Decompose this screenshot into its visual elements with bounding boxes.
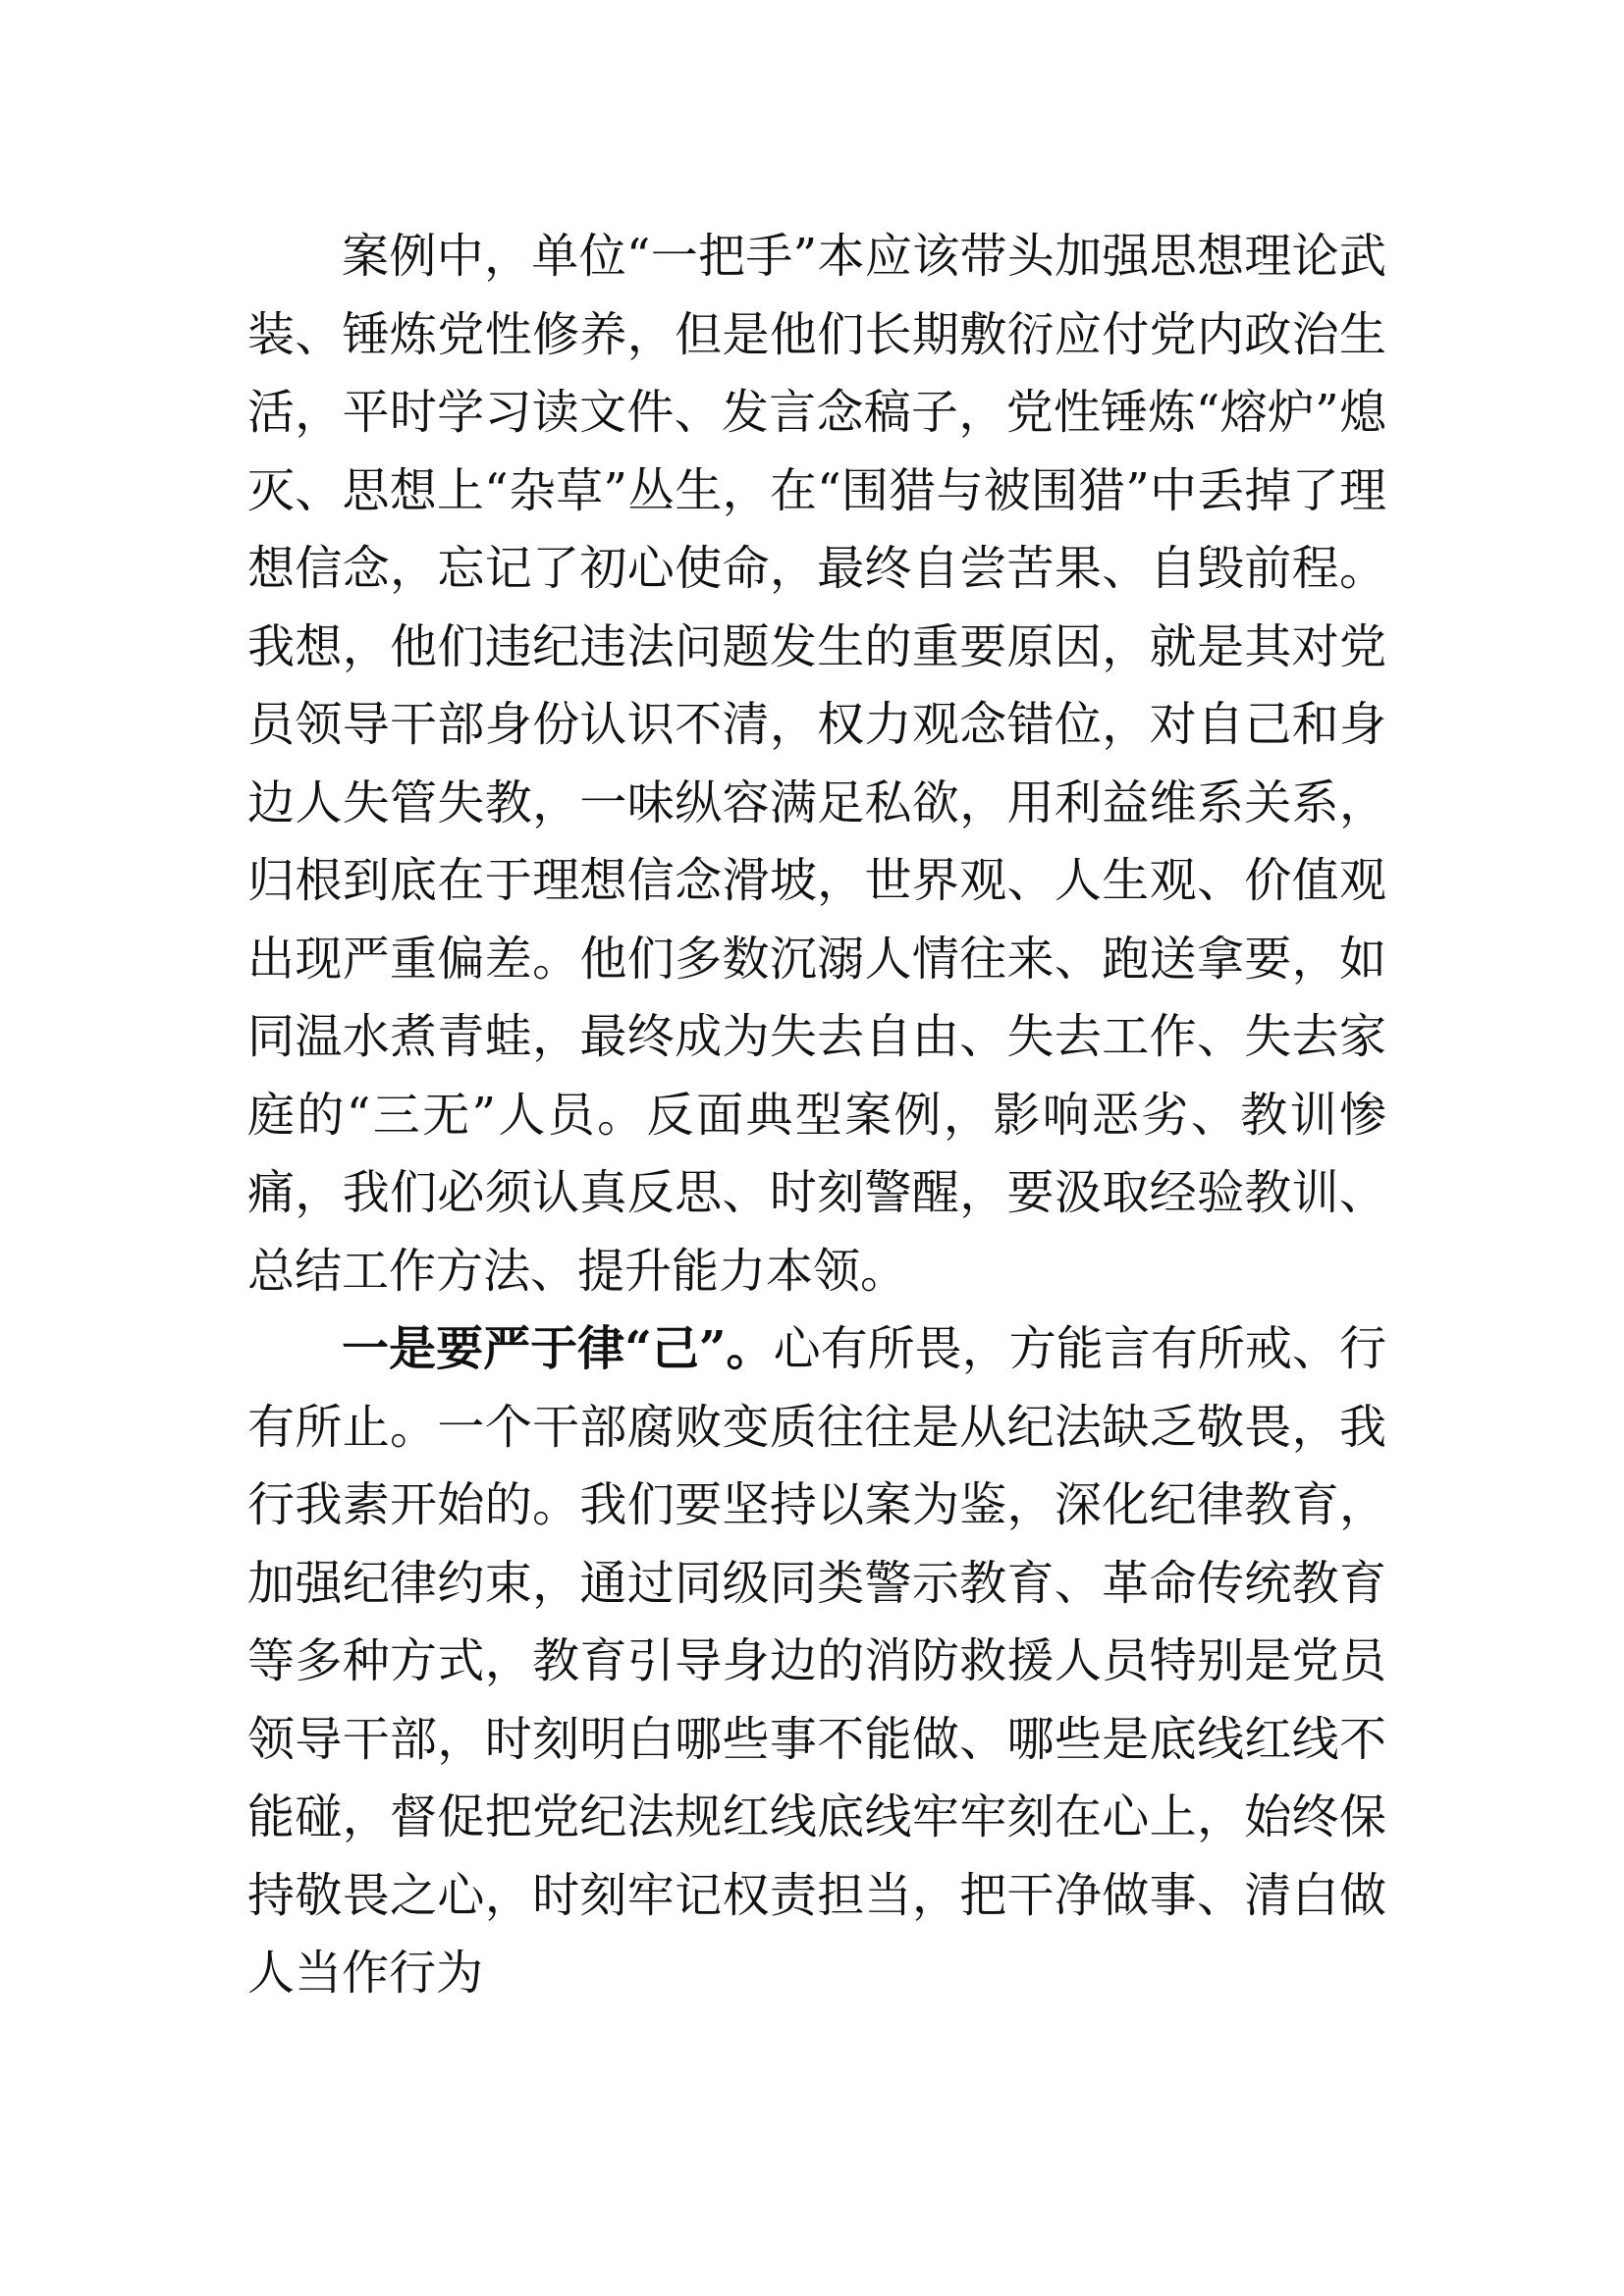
- document-body: [247, 218, 1386, 2013]
- paragraph-self-discipline: [247, 1310, 1386, 2013]
- paragraph-case-analysis: [247, 218, 1386, 1310]
- paragraph-text: 案例中，单位“一把手”本应该带头加强思想理论武装、锤炼党性修养，但是他们长期敷衍应付党内政治生活，平时学习读文件、发言念稿子，党性锤炼“熔炉”熄灭、思想上“杂草”丛生，在“围猎与被围猎”中丢掉了理想信念，忘记了初心使命，最终自尝苦果、自毁前程。我想，他们违纪违法问题发生的重要原因，就是其对党员领导干部身份认识不清，权力观念错位，对自己和身边人失管失教，一味纵容满足私欲，用利益维系关系，归根到底在于理想信念滑坡，世界观、人生观、价值观出现严重偏差。他们多数沉溺人情往来、跑送拿要，如同温水煮青蛙，最终成为失去自由、失去工作、失去家庭的“三无”人员。反面典型案例，影响恶劣、教训惨痛，我们必须认真反思、时刻警醒，要汲取经验教训、总结工作方法、提升能力本领。: [247, 229, 1386, 1299]
- paragraph-text: 心有所畏，方能言有所戒、行有所止。一个干部腐败变质往往是从纪法缺乏敬畏，我行我素开始的。我们要坚持以案为鉴，深化纪律教育，加强纪律约束，通过同级同类警示教育、革命传统教育等多种方式，教育引导身边的消防救援人员特别是党员领导干部，时刻明白哪些事不能做、哪些是底线红线不能碰，督促把党纪法规红线底线牢牢刻在心上，始终保持敬畏之心，时刻牢记权责担当，把干净做事、清白做人当作行为: [247, 1321, 1386, 2001]
- paragraph-lead-heading: 一是要严于律“己”。: [342, 1321, 774, 1376]
